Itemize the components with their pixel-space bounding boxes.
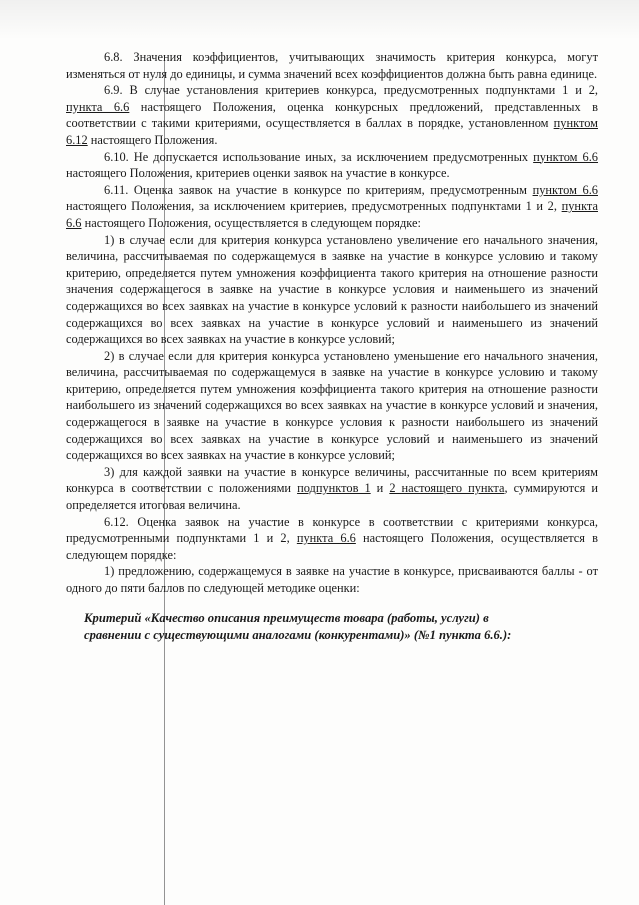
subitem-2: 2) в случае если для критерия конкурса установлено уменьшение его начального значения, величина, рассчитываемая по содержащемуся в заявке на участие в конкурсе условию и такому критерию, определяется путем умножения коэффициента такого критерия на отношение разности наибольшего из значений содержащихся во всех заявках на участие в конкурсе условий и значения, содержащегося в заявке на участие в конкурсе условия к разности наибольшего из значений содержащихся во всех заявках на участие в конкурсе условий и наименьшего из значений содержащихся во всех заявках на участие в конкурсе условий; (66, 348, 598, 463)
paragraph-text: 6.9. В случае установления критериев конкурса, предусмотренных подпунктами 1 и 2, (104, 83, 598, 98)
link-clause-6-6[interactable]: пункта 6.6 (66, 199, 598, 230)
paragraph-text: 3) для каждой заявки на участие в конкурсе величины, рассчитанные по всем критериям конкурса в соответствии с положениями (66, 464, 598, 496)
paragraph-text: настоящего Положения, осуществляется в следующем порядке: (81, 215, 421, 230)
paragraph-6-9 (66, 82, 598, 148)
criterion-heading-line-1: Критерий «Качество описания преимуществ товара (работы, услуги) в (84, 610, 489, 625)
link-clause-6-6[interactable]: пунктом 6.6 (533, 149, 599, 164)
paragraph-6-11 (66, 182, 598, 232)
paragraph-6-10 (66, 149, 598, 182)
link-clause-6-12[interactable]: пунктом 6.12 (66, 116, 598, 147)
criterion-heading-line-2: сравнении с существующими аналогами (конкурентами)» (№1 пункта 6.6.): (84, 627, 512, 642)
link-subitem-2[interactable]: 2 настоящего пункта (389, 481, 505, 496)
link-clause-6-6[interactable]: пунктом 6.6 (532, 182, 598, 197)
paragraph-text: настоящего Положения, осуществляется в следующем порядке: (66, 531, 598, 562)
subitem-3 (66, 464, 598, 514)
paragraph-text: настоящего Положения, за исключением критериев, предусмотренных подпунктами 1 и 2, (66, 199, 562, 214)
paragraph-text: 6.11. Оценка заявок на участие в конкурсе по критериям, предусмотренным (104, 182, 533, 197)
paragraph-text: настоящего Положения, оценка конкурсных предложений, представленных в соответствии с такими критериями, осуществляется в баллах в порядке, установленном (66, 99, 599, 131)
paragraph-6-8: 6.8. Значения коэффициентов, учитывающих значимость критерия конкурса, могут изменяться от нуля до единицы, и сумма значений всех коэффициентов должна быть равна единице. (66, 50, 598, 81)
paragraph-text: настоящего Положения. (87, 132, 218, 147)
paragraph-6-12 (66, 514, 598, 564)
link-clause-6-6[interactable]: пункта 6.6 (66, 99, 130, 114)
document-body (66, 49, 598, 644)
link-clause-6-6[interactable]: пункта 6.6 (296, 531, 356, 546)
paragraph-text: и (370, 481, 390, 496)
paragraph-text: 6.10. Не допускается использование иных, за исключением предусмотренных (104, 149, 534, 164)
paragraph-text: 6.12. Оценка заявок на участие в конкурсе в соответствии с критериями конкурса, предусмотренными подпунктами 1 и 2, (66, 514, 598, 546)
spacer (66, 597, 598, 610)
paragraph-text: , суммируются и определяется итоговая величина. (66, 481, 598, 513)
subitem-6-12-1: 1) предложению, содержащемуся в заявке на участие в конкурсе, присваиваются баллы - от одного до пяти баллов по следующей методике оценки: (66, 564, 598, 595)
scan-noise-top (0, 0, 639, 40)
paragraph-text: настоящего Положения, критериев оценки заявок на участие в конкурсе. (66, 166, 450, 181)
link-subitem-1[interactable]: подпунктов 1 (297, 481, 371, 496)
subitem-1: 1) в случае если для критерия конкурса установлено увеличение его начального значения, величина, рассчитываемая по содержащемуся в заявке на участие в конкурсе условию и такому критерию, определяется путем умножения коэффициента такого критерия на отношение разности значения содержащегося в заявке на участие в конкурсе условия и наименьшего из значений содержащихся во всех заявках на участие в конкурсе условий к разности наибольшего из значений содержащихся во всех заявках на участие в конкурсе условий и наименьшего из значений содержащихся во всех заявках на участие в конкурсе условий; (66, 232, 598, 347)
